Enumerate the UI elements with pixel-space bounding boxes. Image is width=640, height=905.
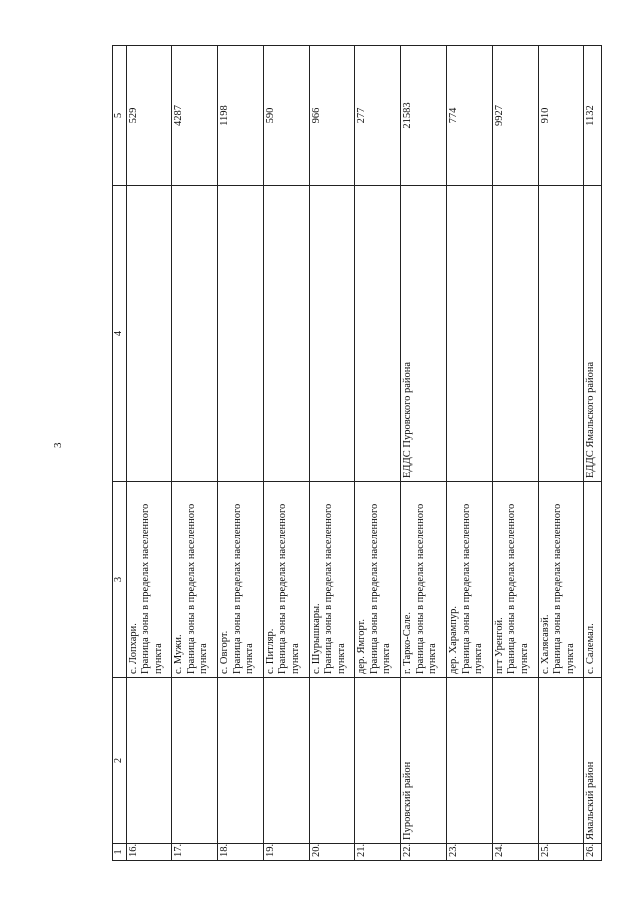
- zone-description: Граница зоны в пределах населенного пункта: [140, 503, 164, 674]
- value-cell: 1198: [218, 46, 264, 186]
- service-cell: [172, 186, 218, 482]
- document-table-rotated: [112, 46, 602, 861]
- column-index-row: [113, 46, 127, 861]
- service-cell: [355, 186, 401, 482]
- column-index-1: 1: [113, 844, 127, 861]
- settlement-name: с. Питляр.: [264, 628, 276, 674]
- zone-description: Граница зоны в пределах населенного пункта: [414, 503, 439, 674]
- zone-description: Граница зоны в пределах населенного пункта: [460, 503, 485, 674]
- settlement-name: с. Салемал.: [585, 623, 597, 674]
- settlement-cell: [218, 482, 264, 678]
- service-cell: [492, 186, 538, 482]
- column-index-4: 4: [113, 186, 127, 482]
- row-number: 20.: [309, 844, 355, 861]
- table-row: [309, 46, 355, 861]
- settlement-name: с. Халясавэй.: [539, 614, 551, 674]
- settlement-name: с. Мужи.: [173, 634, 185, 674]
- row-number: 19.: [263, 844, 309, 861]
- district-cell: [172, 678, 218, 844]
- zone-description: Граница зоны в пределах населенного пункта: [231, 503, 256, 674]
- settlement-cell: [584, 482, 602, 678]
- district-cell: [492, 678, 538, 844]
- settlement-cell: [492, 482, 538, 678]
- value-cell: 966: [309, 46, 355, 186]
- column-index-5: 5: [113, 46, 127, 186]
- page-number: 3: [52, 442, 64, 448]
- value-cell: 774: [447, 46, 493, 186]
- row-number: 26.: [584, 844, 602, 861]
- value-cell: 21583: [401, 46, 447, 186]
- table-row: [126, 46, 172, 861]
- district-cell: [447, 678, 493, 844]
- settlement-name: дер. Харампур.: [448, 605, 460, 674]
- service-cell: [309, 186, 355, 482]
- service-cell: [263, 186, 309, 482]
- table-row: [447, 46, 493, 861]
- table-row: [263, 46, 309, 861]
- row-number: 22.: [401, 844, 447, 861]
- value-cell: 9927: [492, 46, 538, 186]
- district-cell: [218, 678, 264, 844]
- district-cell: [263, 678, 309, 844]
- zone-description: Граница зоны в пределах населенного пункта: [277, 503, 301, 674]
- row-number: 25.: [538, 844, 584, 861]
- service-cell: [218, 186, 264, 482]
- row-number: 18.: [218, 844, 264, 861]
- district-cell: Пуровский район: [401, 678, 447, 844]
- settlement-cell: [447, 482, 493, 678]
- service-cell: [126, 186, 172, 482]
- row-number: 23.: [447, 844, 493, 861]
- value-cell: 1132: [584, 46, 602, 186]
- value-cell: 4287: [172, 46, 218, 186]
- row-number: 17.: [172, 844, 218, 861]
- district-cell: [126, 678, 172, 844]
- district-cell: [309, 678, 355, 844]
- settlement-cell: [309, 482, 355, 678]
- table-row: [355, 46, 401, 861]
- settlement-name: пгт Уренгой.: [493, 617, 505, 674]
- column-index-2: 2: [113, 678, 127, 844]
- service-cell: [538, 186, 584, 482]
- service-cell: ЕДДС Пуровского района: [401, 186, 447, 482]
- table-row: [492, 46, 538, 861]
- value-cell: 277: [355, 46, 401, 186]
- service-cell: [447, 186, 493, 482]
- settlement-cell: [538, 482, 584, 678]
- table-row: [401, 46, 447, 861]
- value-cell: 529: [126, 46, 172, 186]
- settlement-name: с. Шурышкары.: [310, 603, 322, 674]
- settlement-name: дер. Ямгорт.: [356, 619, 368, 674]
- district-cell: Ямальский район: [584, 678, 602, 844]
- zone-description: Граница зоны в пределах населенного пункта: [323, 503, 347, 674]
- district-cell: [538, 678, 584, 844]
- value-cell: 910: [538, 46, 584, 186]
- zone-description: Граница зоны в пределах населенного пункта: [185, 503, 210, 674]
- settlement-name: г. Тарко-Сале.: [402, 611, 414, 674]
- settlement-name: с. Лопхари.: [127, 623, 139, 674]
- service-cell: ЕДДС Ямальского района: [584, 186, 602, 482]
- table-row: [538, 46, 584, 861]
- zone-description: Граница зоны в пределах населенного пункта: [506, 503, 530, 674]
- settlement-cell: [172, 482, 218, 678]
- zone-description: Граница зоны в пределах населенного пункта: [552, 503, 576, 674]
- settlements-table: [112, 45, 602, 861]
- settlement-cell: [263, 482, 309, 678]
- table-row: [218, 46, 264, 861]
- table-row: [584, 46, 602, 861]
- row-number: 21.: [355, 844, 401, 861]
- row-number: 24.: [492, 844, 538, 861]
- settlement-cell: [126, 482, 172, 678]
- district-cell: [355, 678, 401, 844]
- settlement-cell: [355, 482, 401, 678]
- settlement-cell: [401, 482, 447, 678]
- value-cell: 590: [263, 46, 309, 186]
- table-row: [172, 46, 218, 861]
- column-index-3: 3: [113, 482, 127, 678]
- settlement-name: с. Овгорт.: [219, 630, 231, 674]
- zone-description: Граница зоны в пределах населенного пункта: [368, 503, 393, 674]
- row-number: 16.: [126, 844, 172, 861]
